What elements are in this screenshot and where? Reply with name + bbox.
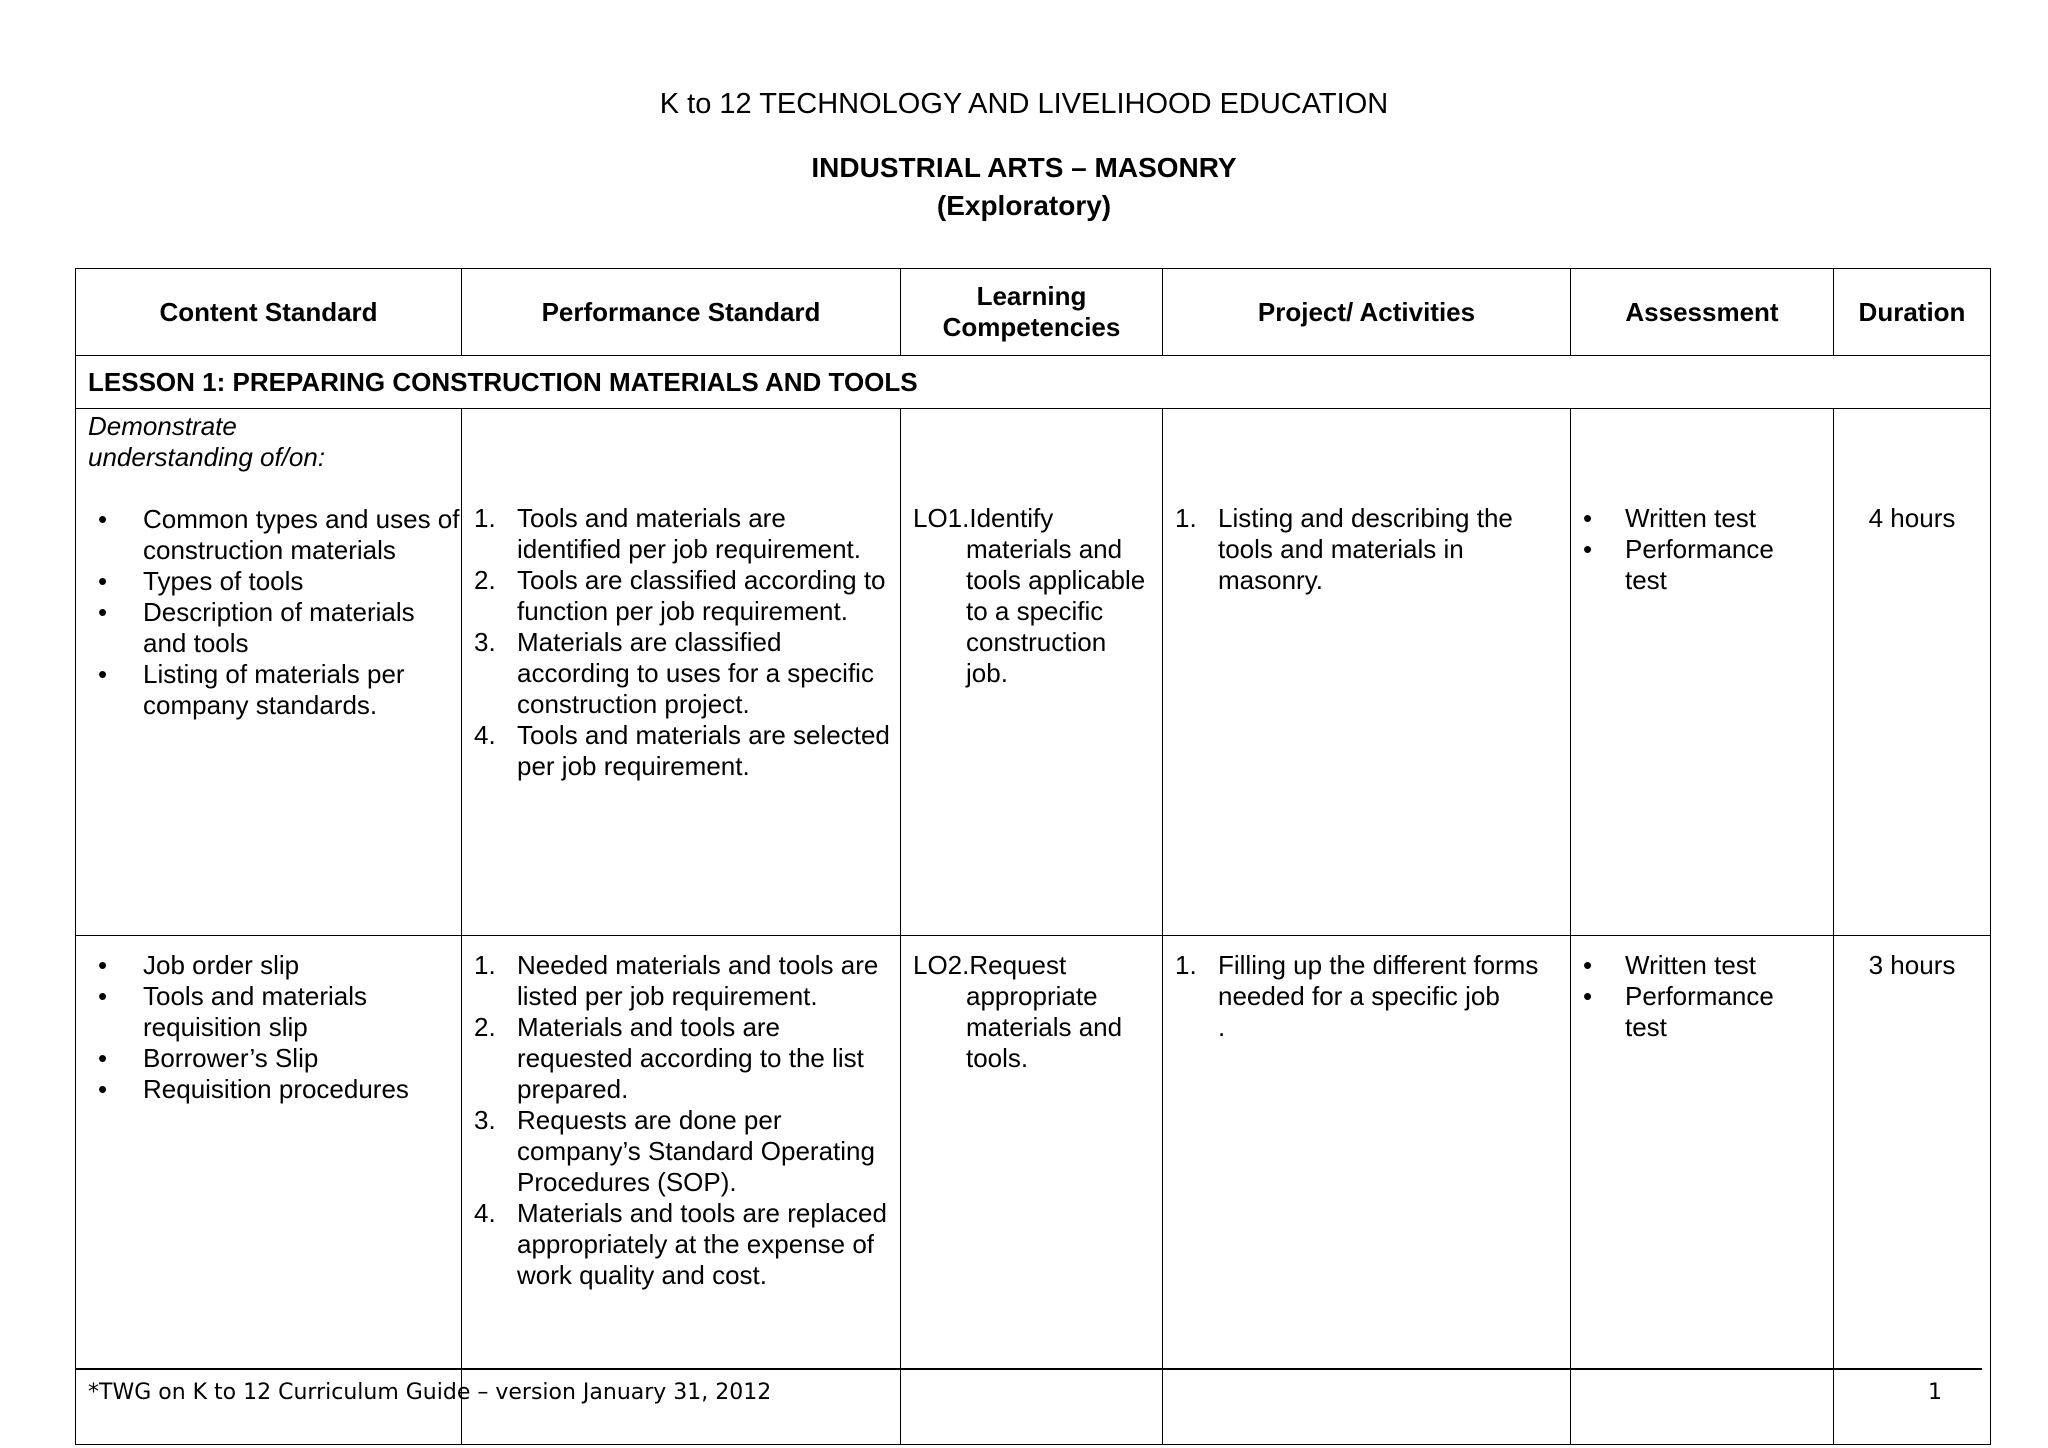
header-learning-competencies	[901, 269, 1163, 356]
list-item: • Borrower’s Slip	[76, 1043, 461, 1074]
learning-competency-first-line	[901, 503, 1162, 534]
list-item: 1. Listing and describing the tools and materials in masonry.	[1175, 503, 1513, 595]
list-item-text: Requests are done per company’s Standard Operating Procedures (SOP).	[517, 1105, 875, 1197]
list-item: • Tools and materials requisition slip	[76, 981, 461, 1043]
performance-list	[462, 503, 900, 782]
project-extra-text: .	[1218, 1012, 1226, 1042]
project-activities-cell	[1163, 409, 1571, 936]
list-item: • Performance test	[1571, 534, 1833, 596]
document-title: K to 12 TECHNOLOGY AND LIVELIHOOD EDUCATION	[659, 88, 1389, 120]
header-project-activities: Project/ Activities	[1163, 269, 1571, 356]
lo-first-word: Request	[969, 950, 1067, 980]
assessment-list	[1571, 950, 1833, 1043]
list-item: • Performance test	[1571, 981, 1833, 1043]
list-item-text: Tools are classified according to function per job requirement.	[517, 565, 886, 626]
lo-first-word: Identify	[969, 503, 1054, 533]
list-item: 1. Tools and materials are identified per job requirement.	[474, 503, 861, 564]
content-list	[76, 950, 461, 1105]
learning-competency-text: appropriate materials and tools.	[966, 981, 1123, 1073]
list-item: 3. Materials are classified according to uses for a specific construction project.	[474, 627, 874, 719]
list-item-text: Listing and describing the tools and materials in masonry.	[1218, 503, 1513, 595]
list-item: • Listing of materials per company standards.	[76, 659, 461, 721]
footer-divider	[75, 1368, 1982, 1370]
learning-competency-cell	[901, 409, 1163, 936]
list-item-text: Needed materials and tools are listed per job requirement.	[517, 950, 879, 1011]
lo-code: LO2.	[913, 950, 970, 980]
project-list	[1163, 503, 1570, 596]
list-item: 2. Tools are classified according to function per job requirement.	[474, 565, 886, 626]
content-standard-cell	[76, 409, 462, 936]
list-item-text: Materials are classified according to uses for a specific construction project.	[517, 627, 874, 719]
header-duration: Duration	[1834, 269, 1991, 356]
table-header-row	[76, 269, 1991, 356]
list-item: • Written test	[1571, 503, 1833, 534]
list-item-text: Tools and materials are selected per job requirement.	[517, 720, 890, 781]
content-intro: Demonstrate understanding of/on:	[88, 411, 326, 472]
assessment-list	[1571, 503, 1833, 596]
list-item: 4. Materials and tools are replaced appropriately at the expense of work quality and cost.	[474, 1198, 887, 1290]
content-list	[76, 504, 461, 721]
list-item: • Description of materials and tools	[76, 597, 461, 659]
header-assessment: Assessment	[1571, 269, 1834, 356]
duration-cell: 4 hours	[1834, 409, 1991, 936]
list-item: • Job order slip	[76, 950, 461, 981]
curriculum-table	[75, 268, 1991, 1445]
list-item: 2. Materials and tools are requested according to the list prepared.	[474, 1012, 864, 1104]
learning-competency-first-line	[901, 950, 1162, 981]
learning-competency-text: materials and tools applicable to a specific construction job.	[966, 534, 1146, 688]
performance-list	[462, 950, 900, 1291]
list-item: • Types of tools	[76, 566, 461, 597]
list-item: • Written test	[1571, 950, 1833, 981]
header-content-standard: Content Standard	[76, 269, 462, 356]
document-subtitle: INDUSTRIAL ARTS – MASONRY	[811, 152, 1237, 183]
header-learning-competencies-label: Learning Competencies	[942, 281, 1121, 342]
project-list	[1163, 950, 1570, 1012]
list-item: 1. Filling up the different forms needed for a specific job	[1175, 950, 1539, 1011]
list-item-text: Filling up the different forms needed for a specific job	[1218, 950, 1539, 1011]
page-number: 1	[1928, 1380, 1942, 1405]
list-item: 3. Requests are done per company’s Standard Operating Procedures (SOP).	[474, 1105, 875, 1197]
footer-version-note: *TWG on K to 12 Curriculum Guide – version January 31, 2012	[88, 1380, 772, 1405]
list-item: 4. Tools and materials are selected per job requirement.	[474, 720, 890, 781]
list-item-text: Materials and tools are requested according to the list prepared.	[517, 1012, 864, 1104]
lesson-row	[76, 356, 1991, 409]
lesson-title: LESSON 1: PREPARING CONSTRUCTION MATERIALS AND TOOLS	[76, 356, 1991, 409]
list-item: • Requisition procedures	[76, 1074, 461, 1105]
duration-cell: 3 hours	[1834, 936, 1991, 1445]
assessment-cell	[1571, 409, 1834, 936]
list-item-text: Tools and materials are identified per job requirement.	[517, 503, 861, 564]
performance-standard-cell	[462, 409, 901, 936]
lo-code: LO1.	[913, 503, 970, 533]
list-item-text: Materials and tools are replaced appropriately at the expense of work quality and cost.	[517, 1198, 887, 1290]
document-subtitle-exploratory: (Exploratory)	[936, 190, 1112, 221]
table-row	[76, 409, 1991, 936]
header-performance-standard: Performance Standard	[462, 269, 901, 356]
list-item: 1. Needed materials and tools are listed per job requirement.	[474, 950, 879, 1011]
list-item: • Common types and uses of construction materials	[76, 504, 461, 566]
